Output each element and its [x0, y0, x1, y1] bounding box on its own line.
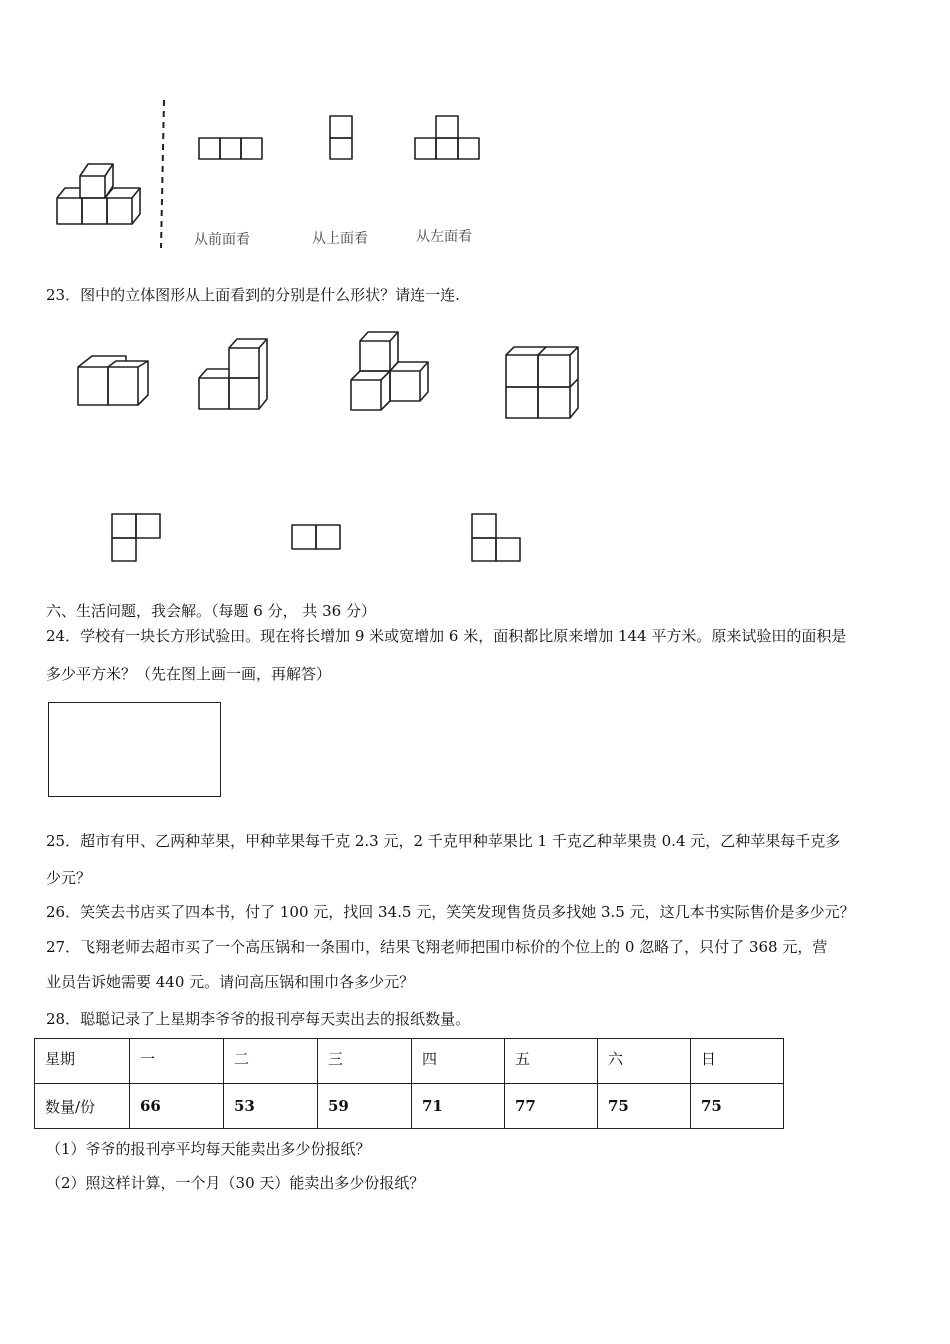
table-value-cell: 53	[224, 1084, 318, 1129]
top-view-figure	[329, 115, 355, 161]
question-27-line-2: 业员告诉她需要 440 元。请问高压锅和围巾各多少元？	[46, 973, 415, 991]
table-value-cell: 66	[130, 1084, 224, 1129]
question-28-text: 28．聪聪记录了上星期李爷爷的报刊亭每天卖出去的报纸数量。	[46, 1010, 471, 1028]
table-value-cell: 59	[318, 1084, 412, 1129]
table-value-cell: 75	[691, 1084, 784, 1129]
table-day-cell: 三	[318, 1039, 412, 1084]
table-value-cell: 71	[412, 1084, 505, 1129]
table-value-cell: 75	[598, 1084, 691, 1129]
question-25-line-1: 25．超市有甲、乙两种苹果，甲种苹果每千克 2.3 元，2 千克甲种苹果比 1 千克乙种苹果贵 0.4 元，乙种苹果每千克多	[46, 832, 841, 850]
answer-shape-3	[471, 513, 523, 563]
table-day-cell: 六	[598, 1039, 691, 1084]
cube-solid-figure	[52, 158, 152, 230]
question-25-line-2: 少元？	[46, 869, 92, 887]
table-day-cell: 二	[224, 1039, 318, 1084]
answer-shape-2	[291, 524, 343, 552]
table-day-cell: 一	[130, 1039, 224, 1084]
table-row	[35, 1084, 784, 1129]
table-row	[35, 1039, 784, 1084]
question-27-line-1: 27．飞翔老师去超市买了一个高压锅和一条围巾，结果飞翔老师把围巾标价的个位上的 0 忽略了，只付了 368 元，营	[46, 938, 828, 956]
question-24-line-1: 24．学校有一块长方形试验田。现在将长增加 9 米或宽增加 6 米，面积都比原来增加 144 平方米。原来试验田的面积是	[46, 627, 847, 645]
question-24-line-2: 多少平方米？（先在图上画一画，再解答）	[46, 665, 332, 683]
solid-figure-4	[502, 345, 582, 421]
caption-front-view: 从前面看	[194, 232, 250, 248]
solid-figure-2	[196, 336, 276, 412]
solid-figure-1	[74, 353, 154, 409]
front-view-figure	[198, 137, 266, 161]
table-value-cell: 77	[505, 1084, 598, 1129]
field-rectangle-figure	[48, 702, 221, 797]
table-day-cell: 日	[691, 1039, 784, 1084]
solid-figure-3	[347, 330, 435, 416]
caption-top-view: 从上面看	[312, 231, 368, 247]
table-row-label: 数量/份	[35, 1084, 130, 1129]
question-28-sub-2: （2）照这样计算，一个月（30 天）能卖出多少份报纸？	[46, 1174, 425, 1192]
section-6-title: 六、生活问题，我会解。（每题 6 分， 共 36 分）	[46, 602, 376, 620]
question-26-text: 26．笑笑去书店买了四本书，付了 100 元，找回 34.5 元，笑笑发现售货员多找她 3.5 元，这几本书实际售价是多少元？	[46, 903, 855, 921]
left-view-figure	[414, 115, 484, 161]
question-23-text: 23．图中的立体图形从上面看到的分别是什么形状？请连一连.	[46, 286, 460, 304]
answer-shape-1	[111, 513, 163, 563]
question-28-sub-1: （1）爷爷的报刊亭平均每天能卖出多少份报纸？	[46, 1140, 371, 1158]
dashed-divider	[158, 100, 168, 248]
table-day-cell: 四	[412, 1039, 505, 1084]
table-header-label: 星期	[35, 1039, 130, 1084]
caption-left-view: 从左面看	[416, 229, 472, 245]
newspaper-sales-table	[34, 1038, 784, 1129]
table-day-cell: 五	[505, 1039, 598, 1084]
